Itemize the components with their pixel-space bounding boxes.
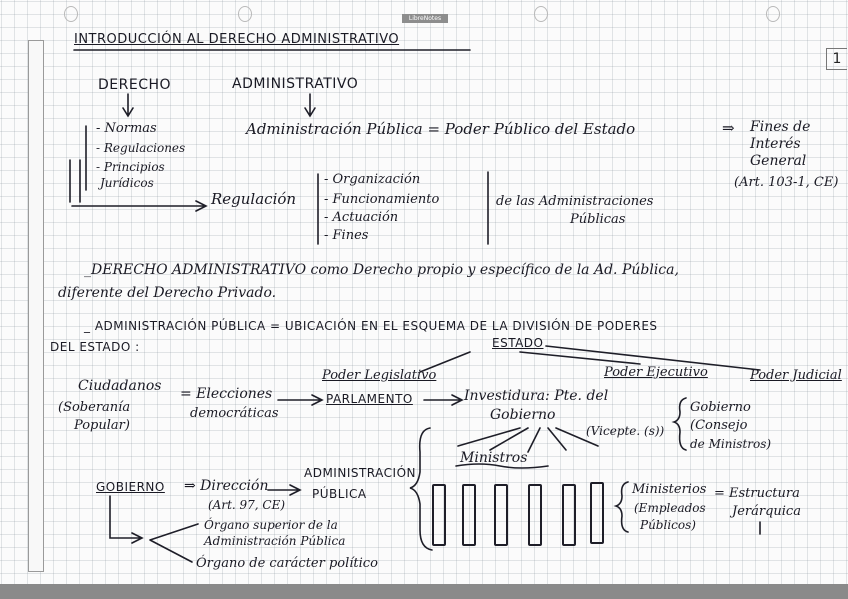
regulacion-label: Regulación bbox=[211, 190, 297, 208]
right-arrow-icon bbox=[268, 485, 300, 495]
fines-line-1: Fines de bbox=[750, 119, 811, 135]
reg-organizacion: - Organización bbox=[324, 172, 421, 187]
fines-line-2: Interés bbox=[750, 136, 801, 152]
organo-superior-2: Administración Pública bbox=[204, 534, 346, 548]
right-arrow-icon bbox=[72, 201, 206, 211]
tree-branch bbox=[420, 352, 470, 372]
curly-brace bbox=[616, 482, 628, 532]
organo-politico: Órgano de carácter político bbox=[196, 556, 378, 571]
poder-judicial: Poder Judicial bbox=[750, 368, 842, 383]
source-regulaciones: - Regulaciones bbox=[96, 141, 186, 155]
derecho-admin-line-2: diferente del Derecho Privado. bbox=[58, 285, 277, 301]
fines-line-3: General bbox=[750, 153, 807, 169]
derecho-heading: DERECHO bbox=[98, 77, 172, 93]
gobierno-consejo-1: Gobierno bbox=[690, 400, 751, 415]
ubicacion-line-1: _ ADMINISTRACIÓN PÚBLICA = UBICACIÓN EN EL ESQUEMA DE LA DIVISIÓN DE PODERES bbox=[84, 319, 658, 333]
art-103-ref: (Art. 103-1, CE) bbox=[734, 175, 839, 190]
page-title: INTRODUCCIÓN AL DERECHO ADMINISTRATIVO bbox=[74, 32, 400, 47]
ministerios: Ministerios bbox=[632, 482, 707, 497]
investidura: Investidura: Pte. del bbox=[464, 388, 609, 404]
direccion: ⇒ Dirección bbox=[184, 478, 269, 494]
elecciones: = Elecciones bbox=[180, 386, 273, 402]
curly-brace bbox=[410, 428, 432, 550]
organo-superior-1: Órgano superior de la bbox=[204, 518, 338, 532]
popular: Popular) bbox=[74, 418, 130, 433]
right-arrow-icon bbox=[278, 395, 322, 405]
admin-publica-definition: Administración Pública = Poder Público del Estado bbox=[246, 120, 636, 138]
gobierno-caps: GOBIERNO bbox=[96, 480, 165, 494]
de-las-admin-2: Públicas bbox=[570, 212, 626, 227]
art-97-ref: (Art. 97, CE) bbox=[208, 498, 286, 512]
estado-node: ESTADO bbox=[492, 336, 544, 350]
parlamento: PARLAMENTO bbox=[326, 392, 413, 406]
down-arrow-icon bbox=[123, 94, 133, 116]
gobierno-consejo-2: (Consejo bbox=[690, 418, 748, 433]
gobierno-word: Gobierno bbox=[490, 407, 556, 423]
fan-lines bbox=[458, 428, 598, 452]
l-arrow-icon bbox=[110, 496, 142, 543]
page-number: 1 bbox=[826, 48, 847, 70]
soberania: (Soberanía bbox=[58, 400, 131, 415]
vicepte: (Vicepte. (s)) bbox=[586, 424, 665, 438]
source-juridicos: Jurídicos bbox=[100, 176, 154, 190]
reg-funcionamiento: - Funcionamiento bbox=[324, 192, 440, 207]
reg-fines: - Fines bbox=[324, 228, 369, 243]
poder-legislativo: Poder Legislativo bbox=[322, 368, 437, 383]
estructura: = Estructura bbox=[714, 486, 800, 501]
ministros-underline bbox=[456, 464, 548, 468]
gobierno-consejo-3: de Ministros) bbox=[690, 437, 772, 451]
implies-arrow: ⇒ bbox=[722, 119, 735, 137]
de-las-admin-1: de las Administraciones bbox=[496, 194, 654, 209]
derecho-admin-line-1: _DERECHO ADMINISTRATIVO como Derecho propio y específico de la Ad. Pública, bbox=[84, 262, 679, 278]
democraticas: democráticas bbox=[190, 406, 279, 421]
ciudadanos: Ciudadanos bbox=[78, 378, 162, 394]
publicos: Públicos) bbox=[640, 518, 696, 532]
ministros: Ministros bbox=[460, 450, 528, 466]
administrativo-heading: ADMINISTRATIVO bbox=[232, 76, 359, 92]
brand-logo: LibreNotes bbox=[402, 14, 448, 23]
curly-brace bbox=[674, 398, 686, 450]
empleados: (Empleados bbox=[634, 501, 706, 515]
reg-actuacion: - Actuación bbox=[324, 210, 399, 225]
jerarquica: Jerárquica bbox=[732, 504, 801, 519]
source-normas: - Normas bbox=[96, 121, 157, 136]
admin-publica-caps-2: PÚBLICA bbox=[312, 487, 367, 501]
down-arrow-icon bbox=[305, 94, 315, 116]
poder-ejecutivo: Poder Ejecutivo bbox=[604, 365, 708, 380]
admin-publica-caps-1: ADMINISTRACIÓN bbox=[304, 466, 416, 480]
right-arrow-icon bbox=[424, 395, 462, 405]
split-arrows bbox=[150, 524, 198, 562]
source-principios: - Principios bbox=[96, 160, 165, 174]
ubicacion-line-2: DEL ESTADO : bbox=[50, 340, 140, 354]
